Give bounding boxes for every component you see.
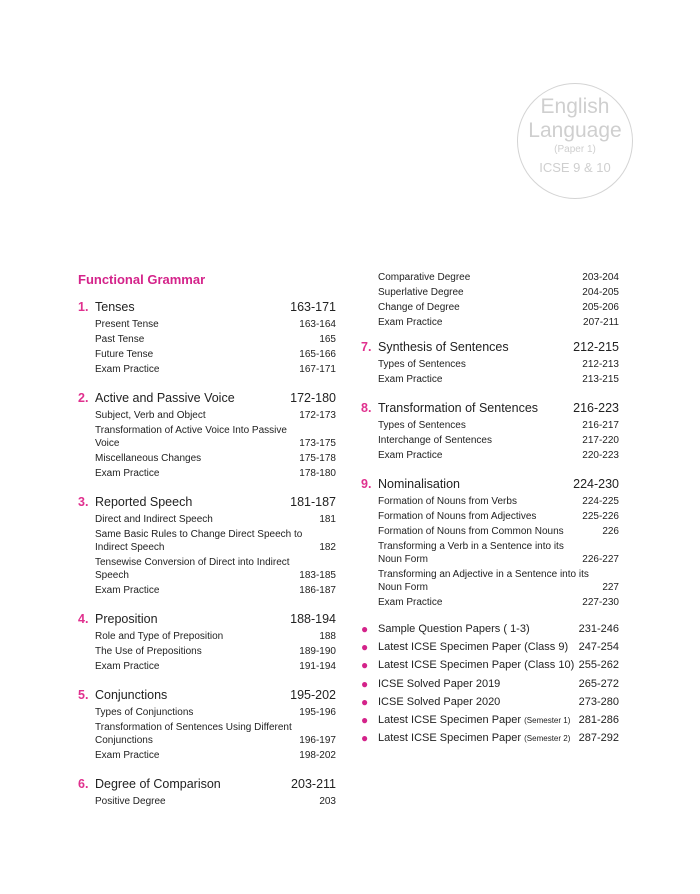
topic-entry[interactable] [361, 357, 619, 372]
topic-entry[interactable] [78, 629, 336, 644]
topic-title: Exam Practice [378, 450, 443, 461]
topic-title: Formation of Nouns from Adjectives [378, 511, 537, 522]
topic-pages: 173-175 [299, 438, 336, 449]
chapter-entry[interactable] [78, 608, 336, 629]
topic-title: Transformation of Active Voice Into Passive Voice [95, 425, 287, 449]
topic-title: Change of Degree [378, 302, 460, 313]
topic-pages: 226 [602, 526, 619, 537]
topic-entry[interactable] [361, 270, 619, 285]
bullet-dot-icon: ● [361, 640, 369, 655]
chapter-number: 4. [78, 611, 89, 626]
topic-pages: 175-178 [299, 453, 336, 464]
chapter-pages: 212-215 [573, 339, 619, 354]
topic-title: Types of Conjunctions [95, 707, 194, 718]
topic-title: Exam Practice [378, 374, 443, 385]
topic-pages: 183-185 [299, 570, 336, 581]
chapter-entry[interactable] [361, 473, 619, 494]
topic-title: Future Tense [95, 349, 154, 360]
chapter-entry[interactable] [78, 296, 336, 317]
bullet-dot-icon: ● [361, 658, 369, 673]
topic-pages: 172-173 [299, 410, 336, 421]
section-heading: Functional Grammar [78, 272, 206, 287]
chapter-title: Reported Speech [95, 494, 193, 509]
chapter-title: Tenses [95, 299, 135, 314]
topic-pages: 217-220 [582, 435, 619, 446]
topic-pages: 188 [319, 631, 336, 642]
topic-title: Miscellaneous Changes [95, 453, 202, 464]
chapter-pages: 163-171 [290, 299, 336, 314]
topic-pages: 198-202 [299, 750, 336, 761]
bullet-pages: 231-246 [578, 623, 619, 636]
topic-title: Types of Sentences [378, 359, 466, 370]
chapter-number: 3. [78, 494, 89, 509]
topic-entry[interactable] [361, 494, 619, 509]
bullet-entry[interactable] [361, 693, 619, 711]
subject-badge [517, 83, 633, 199]
bullet-entry[interactable] [361, 620, 619, 638]
bullet-dot-icon: ● [361, 731, 369, 746]
chapter-pages: 224-230 [573, 476, 619, 491]
chapter-title: Nominalisation [378, 476, 460, 491]
topic-pages: 203-204 [582, 272, 619, 283]
topic-entry[interactable] [361, 509, 619, 524]
topic-pages: 165-166 [299, 349, 336, 360]
bullet-title: Latest ICSE Specimen Paper [378, 732, 522, 745]
chapter-title: Synthesis of Sentences [378, 339, 509, 354]
chapter-entry[interactable] [361, 397, 619, 418]
topic-pages: 225-226 [582, 511, 619, 522]
topic-title: Subject, Verb and Object [95, 410, 206, 421]
topic-title: Role and Type of Preposition [95, 631, 224, 642]
topic-title: Formation of Nouns from Common Nouns [378, 526, 564, 537]
contents-left-column [78, 270, 336, 809]
topic-pages: 165 [319, 334, 336, 345]
topic-pages: 181 [319, 514, 336, 525]
bullet-dot-icon: ● [361, 676, 369, 691]
bullet-note: (Semester 1) [524, 716, 571, 726]
chapter-entry[interactable] [78, 491, 336, 512]
topic-entry[interactable] [78, 794, 336, 809]
chapter-pages: 216-223 [573, 400, 619, 415]
topic-entry[interactable] [361, 315, 619, 330]
bullet-pages: 281-286 [578, 714, 619, 727]
chapter-title: Degree of Comparison [95, 776, 221, 791]
bullet-pages: 265-272 [578, 677, 619, 690]
badge-line-1: English [540, 95, 610, 118]
bullet-dot-icon: ● [361, 694, 369, 709]
topic-title: Direct and Indirect Speech [95, 514, 213, 525]
bullet-pages: 255-262 [578, 659, 619, 672]
chapter-title: Preposition [95, 611, 158, 626]
topic-pages: 212-213 [582, 359, 619, 370]
topic-pages: 178-180 [299, 468, 336, 479]
bullet-note: (Semester 2) [524, 734, 571, 744]
chapter-pages: 188-194 [290, 611, 336, 626]
bullet-entry[interactable] [361, 711, 619, 729]
topic-entry[interactable] [78, 347, 336, 362]
bullet-title: ICSE Solved Paper 2020 [378, 695, 501, 708]
badge-line-3: (Paper 1) [554, 144, 596, 155]
topic-entry[interactable] [361, 539, 619, 567]
topic-entry[interactable] [78, 362, 336, 377]
chapter-title: Active and Passive Voice [95, 390, 235, 405]
topic-title: Tensewise Conversion of Direct into Indirect Speech [95, 557, 290, 581]
topic-title: Exam Practice [378, 597, 443, 608]
topic-title: Interchange of Sentences [378, 435, 492, 446]
topic-title: Transforming a Verb in a Sentence into its Noun Form [378, 541, 564, 565]
topic-title: Exam Practice [95, 364, 160, 375]
topic-title: The Use of Prepositions [95, 646, 202, 657]
topic-entry[interactable] [78, 555, 336, 583]
chapter-number: 6. [78, 776, 89, 791]
topic-entry[interactable] [78, 466, 336, 481]
topic-entry[interactable] [78, 317, 336, 332]
topic-entry[interactable] [361, 300, 619, 315]
chapter-entry[interactable] [361, 336, 619, 357]
bullet-dot-icon: ● [361, 622, 369, 637]
topic-title: Exam Practice [378, 317, 443, 328]
topic-title: Transforming an Adjective in a Sentence into its Noun Form [378, 569, 589, 593]
topic-entry[interactable] [78, 644, 336, 659]
topic-entry[interactable] [361, 372, 619, 387]
topic-title: Exam Practice [95, 585, 160, 596]
topic-title: Exam Practice [95, 661, 160, 672]
bullet-dot-icon: ● [361, 713, 369, 728]
topic-pages: 226-227 [582, 554, 619, 565]
badge-line-4: ICSE 9 & 10 [539, 160, 611, 175]
topic-entry[interactable] [78, 659, 336, 674]
chapter-entry[interactable] [78, 684, 336, 705]
bullet-title: Latest ICSE Specimen Paper [378, 714, 522, 727]
topic-entry[interactable] [78, 408, 336, 423]
topic-entry[interactable] [361, 524, 619, 539]
topic-title: Transformation of Sentences Using Different Conjunctions [95, 722, 292, 746]
topic-pages: 182 [319, 542, 336, 553]
chapter-pages: 172-180 [290, 390, 336, 405]
topic-pages: 191-194 [299, 661, 336, 672]
topic-pages: 189-190 [299, 646, 336, 657]
topic-pages: 227 [602, 582, 619, 593]
topic-pages: 220-223 [582, 450, 619, 461]
topic-pages: 205-206 [582, 302, 619, 313]
topic-entry[interactable] [78, 583, 336, 598]
topic-entry[interactable] [78, 332, 336, 347]
bullet-entry[interactable] [361, 638, 619, 656]
topic-title: Superlative Degree [378, 287, 464, 298]
topic-entry[interactable] [78, 451, 336, 466]
topic-title: Present Tense [95, 319, 159, 330]
bullet-title: Sample Question Papers ( 1-3) [378, 623, 530, 636]
bullet-entry[interactable] [361, 729, 619, 747]
chapter-pages: 203-211 [291, 776, 336, 791]
topic-pages: 186-187 [299, 585, 336, 596]
topic-entry[interactable] [361, 433, 619, 448]
topic-pages: 195-196 [299, 707, 336, 718]
badge-line-2: Language [528, 119, 622, 142]
topic-pages: 163-164 [299, 319, 336, 330]
chapter-entry[interactable] [78, 773, 336, 794]
topic-title: Formation of Nouns from Verbs [378, 496, 517, 507]
topic-pages: 216-217 [582, 420, 619, 431]
bullet-entry[interactable] [361, 675, 619, 693]
bullet-title: Latest ICSE Specimen Paper (Class 10) [378, 659, 575, 672]
chapter-number: 8. [361, 400, 372, 415]
topic-entry[interactable] [78, 527, 336, 555]
topic-title: Comparative Degree [378, 272, 471, 283]
bullet-title: Latest ICSE Specimen Paper (Class 9) [378, 641, 569, 654]
topic-title: Past Tense [95, 334, 145, 345]
topic-entry[interactable] [78, 512, 336, 527]
topic-entry[interactable] [361, 448, 619, 463]
topic-entry[interactable] [78, 720, 336, 748]
topic-pages: 227-230 [582, 597, 619, 608]
topic-entry[interactable] [78, 748, 336, 763]
topic-title: Same Basic Rules to Change Direct Speech to Indirect Speech [95, 529, 303, 553]
chapter-number: 9. [361, 476, 372, 491]
bullet-pages: 247-254 [578, 641, 619, 654]
topic-pages: 213-215 [582, 374, 619, 385]
contents-right-column [361, 270, 619, 747]
bullet-pages: 273-280 [578, 695, 619, 708]
bullet-pages: 287-292 [578, 732, 619, 745]
bullet-entry[interactable] [361, 656, 619, 674]
chapter-entry[interactable] [78, 387, 336, 408]
topic-pages: 207-211 [583, 317, 619, 328]
topic-entry[interactable] [361, 418, 619, 433]
chapter-number: 2. [78, 390, 89, 405]
topic-pages: 224-225 [582, 496, 619, 507]
topic-pages: 204-205 [582, 287, 619, 298]
chapter-pages: 181-187 [290, 494, 336, 509]
chapter-title: Transformation of Sentences [378, 400, 539, 415]
topic-title: Exam Practice [95, 468, 160, 479]
topic-pages: 196-197 [299, 735, 336, 746]
topic-pages: 167-171 [299, 364, 336, 375]
chapter-number: 1. [78, 299, 89, 314]
topic-title: Exam Practice [95, 750, 160, 761]
bullet-title: ICSE Solved Paper 2019 [378, 677, 501, 690]
topic-entry[interactable] [361, 285, 619, 300]
chapter-title: Conjunctions [95, 687, 168, 702]
chapter-pages: 195-202 [290, 687, 336, 702]
topic-entry[interactable] [78, 705, 336, 720]
chapter-number: 7. [361, 339, 372, 354]
topic-entry[interactable] [78, 423, 336, 451]
topic-entry[interactable] [361, 595, 619, 610]
topic-pages: 203 [319, 796, 336, 807]
topic-title: Types of Sentences [378, 420, 466, 431]
topic-entry[interactable] [361, 567, 619, 595]
topic-title: Positive Degree [95, 796, 166, 807]
chapter-number: 5. [78, 687, 89, 702]
